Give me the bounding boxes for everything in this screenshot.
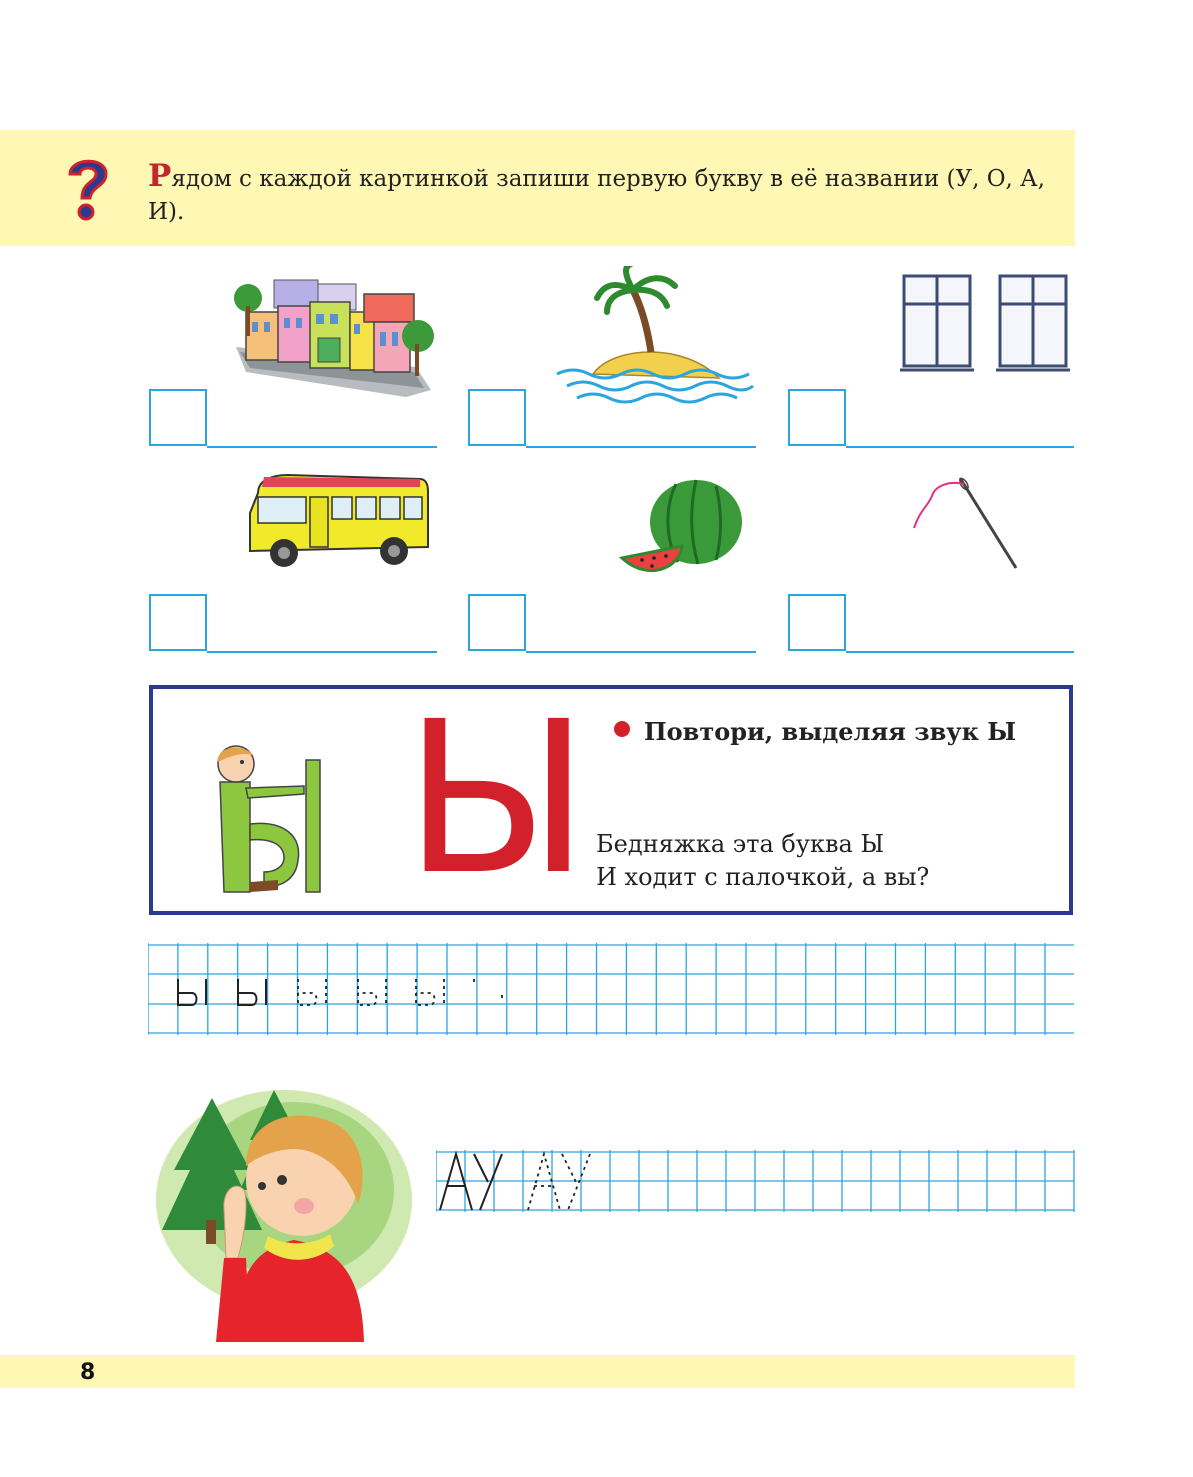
needle-picture	[906, 470, 1026, 572]
writing-grid-letter[interactable]	[148, 943, 1076, 1035]
poem	[596, 828, 929, 894]
task-instruction: ядом с каждой картинкой запиши первую букву в её названии (У, О, А, И).	[148, 166, 1045, 225]
bus-picture	[244, 473, 430, 573]
poem-line-1: Бедняжка эта буква Ы	[596, 830, 885, 858]
answer-line-windows	[846, 446, 1074, 448]
answer-line-island	[526, 446, 756, 448]
footer-bar	[0, 1355, 1075, 1388]
answer-line-needle	[846, 651, 1074, 653]
windows-picture	[900, 272, 1072, 376]
answer-box-windows[interactable]	[788, 389, 846, 446]
answer-box-watermelon[interactable]	[468, 594, 526, 651]
answer-box-city[interactable]	[149, 389, 207, 446]
task-first-letter: Р	[148, 158, 172, 194]
sample-letters	[178, 979, 266, 1005]
answer-box-island[interactable]	[468, 389, 526, 446]
instruction-row	[614, 717, 1016, 746]
sample-au	[440, 1154, 502, 1210]
question-mark-icon	[62, 152, 114, 224]
bullet-icon	[614, 721, 630, 737]
answer-box-bus[interactable]	[149, 594, 207, 651]
city-picture	[226, 272, 438, 422]
tracing-letters	[298, 979, 502, 1005]
instruction-text: Повтори, выделяя звук Ы	[644, 717, 1017, 746]
writing-grid-au[interactable]	[436, 1150, 1076, 1212]
answer-line-watermelon	[526, 651, 756, 653]
task-text	[148, 160, 1058, 229]
island-picture	[553, 266, 757, 410]
page-number: 8	[80, 1360, 96, 1385]
answer-line-bus	[207, 651, 437, 653]
big-letter: Ы	[404, 676, 590, 921]
answer-line-city	[207, 446, 437, 448]
boy-in-forest-picture	[154, 1080, 416, 1342]
watermelon-picture	[618, 478, 746, 580]
answer-box-needle[interactable]	[788, 594, 846, 651]
boy-letter-picture	[206, 742, 336, 898]
poem-line-2: И ходит с палочкой, а вы?	[596, 863, 930, 891]
